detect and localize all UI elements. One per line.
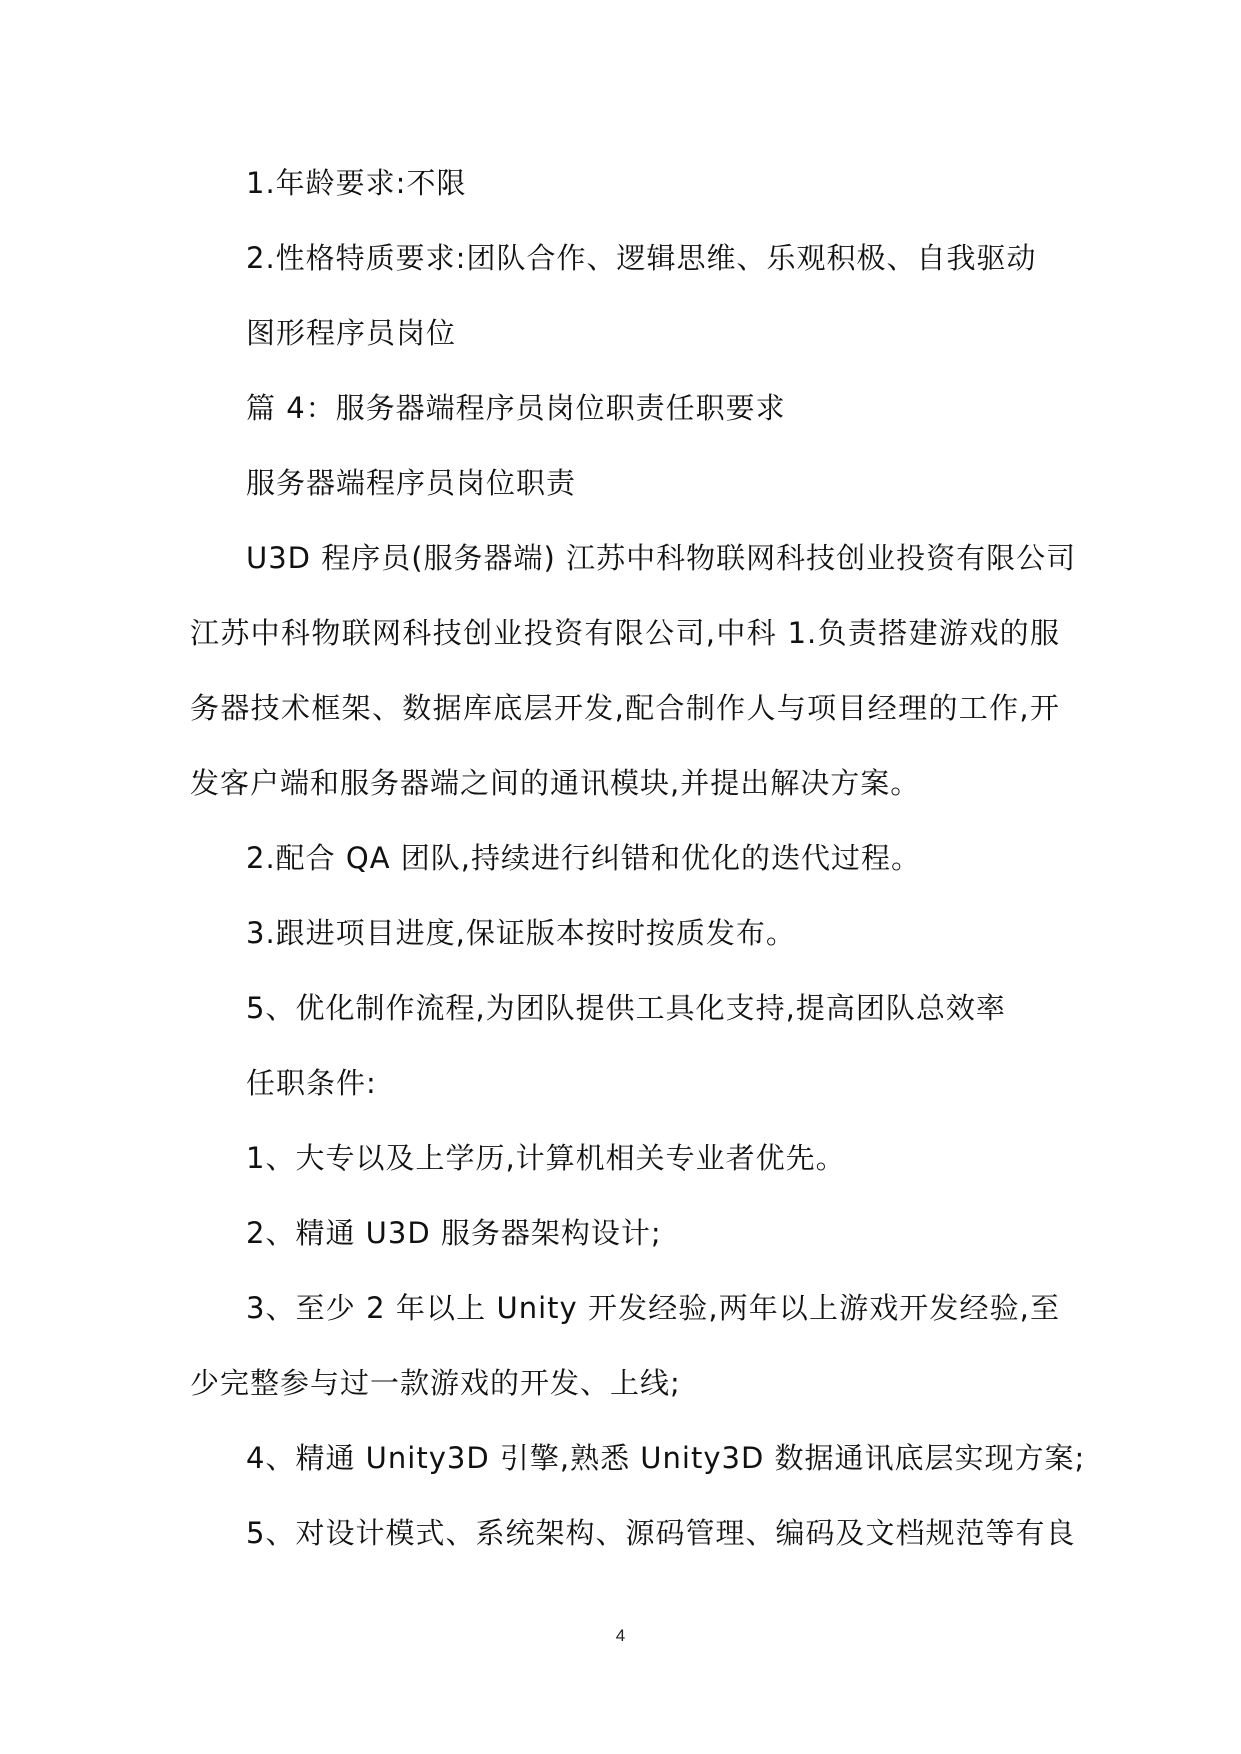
paragraph-duty-5: 5、优化制作流程,为团队提供工具化支持,提高团队总效率 <box>246 991 1006 1025</box>
paragraph-age-requirement: 1.年龄要求:不限 <box>246 166 467 200</box>
paragraph-graphics-programmer: 图形程序员岗位 <box>246 316 457 350</box>
paragraph-duty-1: 江苏中科物联网科技创业投资有限公司,中科 1.负责搭建游戏的服务器技术框架、数据库底层开发,配合制作人与项目经理的工作,开发客户端和服务器端之间的通讯模块,并提出解决方案。 <box>190 616 1060 800</box>
paragraph-personality-requirement: 2.性格特质要求:团队合作、逻辑思维、乐观积极、自我驱动 <box>246 241 1037 275</box>
paragraph-requirement-2: 2、精通 U3D 服务器架构设计; <box>246 1216 662 1250</box>
section-heading: 篇 4：服务器端程序员岗位职责任职要求 <box>246 391 786 425</box>
paragraph-duty-2: 2.配合 QA 团队,持续进行纠错和优化的迭代过程。 <box>246 841 921 875</box>
paragraph-duty-3: 3.跟进项目进度,保证版本按时按质发布。 <box>246 916 796 950</box>
paragraph-requirement-3: 3、至少 2 年以上 Unity 开发经验,两年以上游戏开发经验,至少完整参与过一款游戏的开发、上线; <box>190 1291 1060 1400</box>
document-body <box>190 146 1086 1571</box>
section-subheading: 服务器端程序员岗位职责 <box>246 466 577 500</box>
paragraph-job-title-company: U3D 程序员(服务器端) 江苏中科物联网科技创业投资有限公司 <box>246 541 1077 575</box>
paragraph-requirements-heading: 任职条件: <box>246 1066 377 1100</box>
paragraph-requirement-5: 5、对设计模式、系统架构、源码管理、编码及文档规范等有良 <box>246 1516 1076 1550</box>
paragraph-requirement-1: 1、大专以及上学历,计算机相关专业者优先。 <box>246 1141 846 1175</box>
page-number: 4 <box>615 1626 626 1645</box>
paragraph-requirement-4: 4、精通 Unity3D 引擎,熟悉 Unity3D 数据通讯底层实现方案; <box>246 1441 1086 1475</box>
